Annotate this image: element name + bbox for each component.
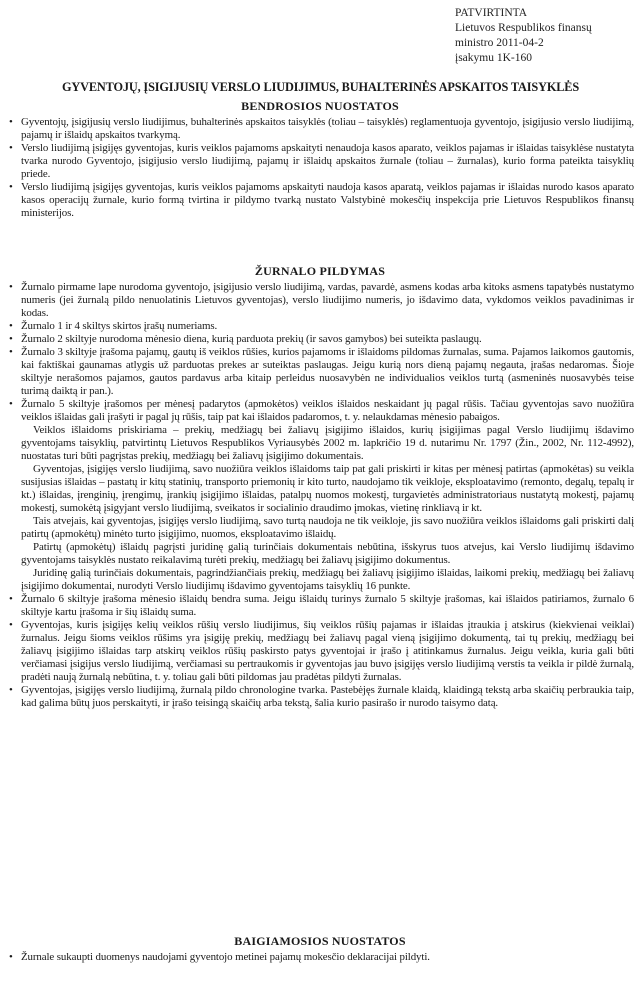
list-item-text: Verslo liudijimą įsigijęs gyventojas, kuris veiklos pajamoms apskaityti naudoja kasos aparatą, veiklos pajamas ir išlaidas nurodo kasos aparato kasos operacijų žurnale, kurio formą tvirtina ir pildymo tvarką nustato Valstybinė mokesčių inspekcija prie Lietuvos Respublikos finansų ministerijos. — [21, 181, 634, 219]
list-item-text: Žurnalo 2 skiltyje nurodoma mėnesio diena, kurią parduota prekių (ir savos gamybos) bei suteikta paslaugų. — [21, 333, 482, 345]
bullet-icon: • — [9, 619, 13, 631]
list-item-text: Gyventojų, įsigijusių verslo liudijimus, buhalterinės apskaitos taisyklės (toliau – taisyklės) reglamentuoja gyventojo, įsigijusio verslo liudijimą, pajamų ir išlaidų apskaitos tvarkymą. — [21, 116, 634, 141]
section-heading: ŽURNALO PILDYMAS — [254, 264, 386, 278]
list-item — [6, 346, 634, 398]
list-item-text: Žurnalo 5 skiltyje įrašomos per mėnesį padarytos (apmokėtos) veiklos išlaidos neskaidant jų pagal rūšis. Tačiau gyventojas savo nuožiūra veiklos išlaidas gali įrašyti ir pagal jų rūšis, taip pat kai išlaidos padaromos, t. y. nelaukdamas mėnesio pabaigos. — [21, 398, 634, 423]
section-heading: BENDROSIOS NUOSTATOS — [241, 99, 399, 113]
section-heading: BAIGIAMOSIOS NUOSTATOS — [234, 934, 406, 948]
bullet-icon: • — [9, 281, 13, 293]
bullet-icon: • — [9, 398, 13, 410]
bullet-icon: • — [9, 951, 13, 963]
list-item — [6, 619, 634, 684]
paragraph: Tais atvejais, kai gyventojas, įsigijęs verslo liudijimą, savo turtą naudoja ne tik veikloje, jis savo nuožiūra veiklos išlaidoms gali priskirti dalį patirtų (apmokėtų) minėto turto įsigijimo, nuomos, eksploatavimo išlaidų. — [21, 515, 634, 540]
document-title: GYVENTOJŲ, ĮSIGIJUSIŲ VERSLO LIUDIJIMUS, BUHALTERINĖS APSKAITOS TAISYKLĖS — [61, 80, 580, 94]
list-item — [6, 281, 634, 320]
list-item-text: Gyventojas, kuris įsigijęs kelių veiklos rūšių verslo liudijimus, šių veiklos rūšių pajamas ir išlaidas įtraukia į atskirus (kiekvienai veiklai) žurnalus. Jeigu šioms veiklos rūšims yra įsigiję prekių, medžiagų bei žaliavų pagal vieną įsigijimo dokumentą, tai tų prekių, medžiagų bei žaliavų įsigijimo išlaidas tarp atskirų veiklos rūšių paskirsto patys gyventojai ir įrašo į atitinkamus žurnalus. Jeigu veikla, kuria gali būti verčiamasi įsigijus verslo liudijimą, verčiamasi su pertraukomis ir gyventojas jau buvo įsigijęs verslo liudijimą verstis ta veikla ir pildė žurnalą, pradėti naują žurnalą nebūtina, t. y. toliau gali būti pildomas jau pradėtas pildyti žurnalas. — [21, 619, 634, 683]
list-item-text: Žurnale sukaupti duomenys naudojami gyventojo metinei pajamų mokesčio deklaracijai pildyti. — [21, 951, 430, 963]
bullet-icon: • — [9, 333, 13, 345]
list-item — [6, 181, 634, 220]
paragraph: Veiklos išlaidoms priskiriama – prekių, medžiagų bei žaliavų įsigijimo išlaidos, kurių įsigijimas pagal Verslo liudijimų išdavimo gyventojams taisyklių, patvirtintų Lietuvos Respublikos Vyriausybės 2002 m. lapkričio 19 d. nutarimu Nr. 1797 (Žin., 2002, Nr. 112-4992), nuostatas turi būti pagrįstas prekių, medžiagų bei žaliavų įsigijimo dokumentais. — [21, 424, 634, 462]
approval-line: įsakymu 1K-160 — [455, 52, 532, 64]
bullet-icon: • — [9, 116, 13, 128]
paragraph: Patirtų (apmokėtų) išlaidų pagrįsti juridinę galią turinčiais dokumentais nebūtina, išskyrus tuos atvejus, kai Verslo liudijimų išdavimo gyventojams taisyklės nustato reikalavimą turėti prekių, medžiagų bei žaliavų įsigijimo dokumentus. — [21, 541, 634, 566]
paragraph: Juridinę galią turinčiais dokumentais, pagrindžiančiais prekių, medžiagų bei žaliavų įsigijimo išlaidas, laikomi prekių, medžiagų bei žaliavų įsigijimo dokumentai, nurodyti Verslo liudijimų išdavimo gyventojams taisyklių 16 punkte. — [21, 567, 634, 592]
approval-line: PATVIRTINTA — [455, 7, 528, 19]
section-final-provisions — [6, 934, 634, 964]
bullet-icon: • — [9, 181, 13, 193]
bullet-icon: • — [9, 593, 13, 605]
list-item — [6, 398, 634, 424]
list-item — [6, 320, 634, 333]
section-journal-filling — [6, 264, 634, 710]
list-item — [6, 593, 634, 619]
list-item-text: Žurnalo 1 ir 4 skiltys skirtos įrašų numeriams. — [21, 320, 218, 332]
list-item — [6, 116, 634, 142]
list-item — [6, 684, 634, 710]
approval-line: ministro 2011-04-2 — [455, 37, 544, 49]
list-item-text: Verslo liudijimą įsigijęs gyventojas, kuris veiklos pajamoms apskaityti nenaudoja kasos aparato, veiklos pajamas ir išlaidas taisyklėse nustatyta tvarka nurodo Gyventojo, įsigijusio verslo liudijimą, pajamų ir išlaidų apskaitos žurnale (toliau – žurnalas), kurio forma pateikta taisyklių priede. — [21, 142, 634, 180]
approval-stamp — [455, 6, 592, 66]
bullet-icon: • — [9, 684, 13, 696]
paragraph: Gyventojas, įsigijęs verslo liudijimą, savo nuožiūra veiklos išlaidoms taip pat gali priskirti ir kitas per mėnesį patirtas (apmokėtas) su veikla susijusias išlaidas – pastatų ir kitų statinių, transporto priemonių ir kito turto, naudojamo tik veikloje, eksploatavimo (remonto, degalų, tepalų ir kt.) išlaidas, įrenginių, įrengimų, įrankių įsigijimo išlaidas, patalpų nuomos mokestį, turgavietės administratoriaus nustatytą mokestį, pajamų mokestį, sumokėtą įsigyjant verslo liudijimą, sveikatos ir socialinio draudimo įmokas, vietinę rinkliavą ir kt. — [21, 463, 634, 514]
list-item — [6, 142, 634, 181]
list-item-text: Gyventojas, įsigijęs verslo liudijimą, žurnalą pildo chronologine tvarka. Pastebėjęs žurnale klaidą, klaidingą tekstą arba skaičių perbraukia taip, kad galima būtų juos perskaityti, ir įrašo teisingą skaičių arba tekstą, šalia kurio pasirašo ir nurodo taisymo datą. — [21, 684, 634, 709]
bullet-icon: • — [9, 346, 13, 358]
list-item-text: Žurnalo pirmame lape nurodoma gyventojo, įsigijusio verslo liudijimą, vardas, pavardė, asmens kodas arba kitoks asmens tapatybės nustatymo numeris (jei žurnalą pildo nenuolatinis Lietuvos gyventojas), verslo liudijimo numeris, jo išdavimo data, vykdomos veiklos pavadinimas ir kodas. — [21, 281, 634, 319]
approval-line: Lietuvos Respublikos finansų — [455, 22, 592, 34]
list-item — [6, 333, 634, 346]
list-item-text: Žurnalo 6 skiltyje įrašoma mėnesio išlaidų bendra suma. Jeigu išlaidų turinys žurnalo 5 skiltyje įrašomas, kai išlaidos patiriamos, žurnalo 6 skiltyje kartu įrašoma ir šių išlaidų suma. — [21, 593, 634, 618]
list-item — [6, 951, 634, 964]
bullet-icon: • — [9, 320, 13, 332]
list-item-text: Žurnalo 3 skiltyje įrašoma pajamų, gautų iš veiklos rūšies, kurios pajamoms ir išlaidoms pildomas žurnalas, suma. Pajamos laikomos gautomis, kai faktiškai gaunamas atlygis už parduotas prekes ar suteiktas paslaugas. Jeigu kurią nors dieną pajamų negauta, įrašas nedaromas. Šioje skiltyje nerašomos pajamos, gautos pardavus arba kitaip perleidus nuosavybėn ne individualios veiklos turtą (asmeninės nuosavybės teise turimą daiktą ir pan.). — [21, 346, 634, 397]
bullet-icon: • — [9, 142, 13, 154]
section-general-provisions — [6, 99, 634, 220]
